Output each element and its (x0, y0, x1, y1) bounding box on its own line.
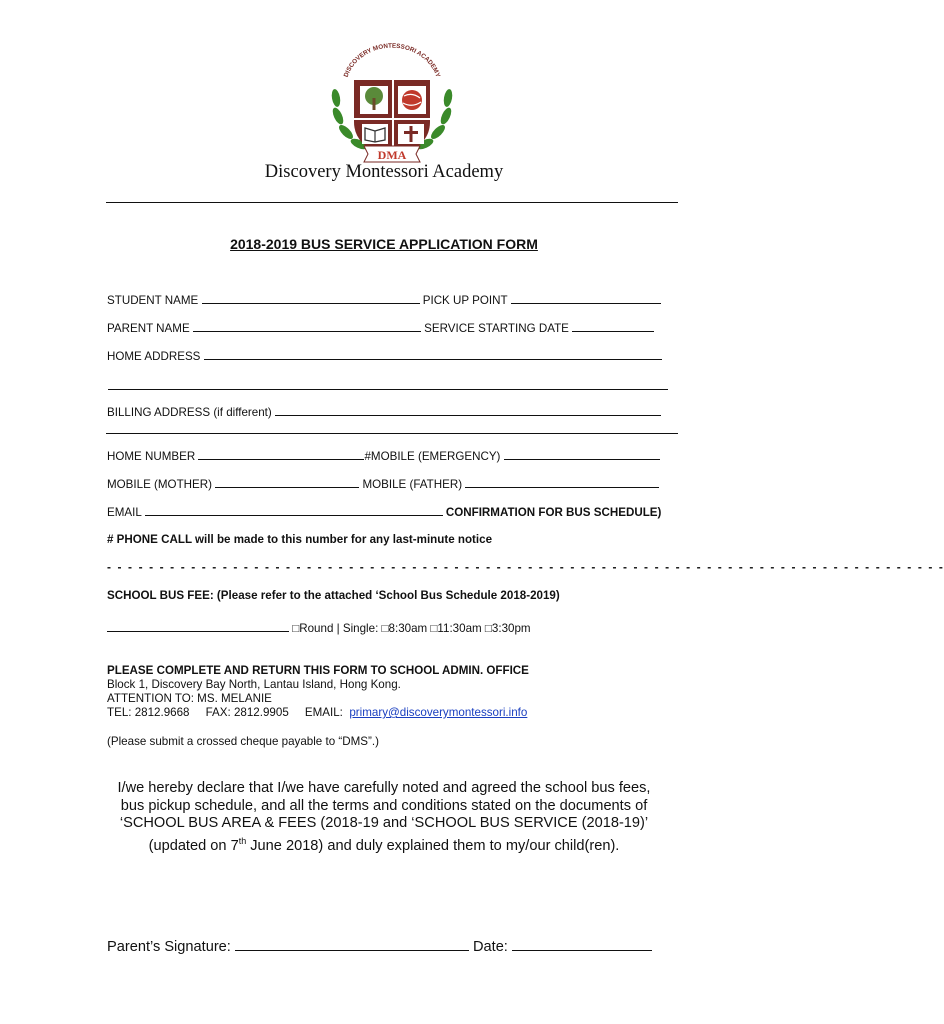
return-contact (107, 706, 667, 719)
parent-signature-field[interactable] (235, 937, 469, 951)
mobile-emergency-field[interactable] (504, 449, 660, 460)
logo-initials: DMA (377, 148, 407, 162)
return-address: Block 1, Discovery Bay North, Lantau Island, Hong Kong. (107, 678, 401, 691)
home-address-label: HOME ADDRESS (107, 350, 201, 363)
signature-row (107, 937, 652, 955)
parent-name-label: PARENT NAME (107, 322, 190, 335)
fee-options[interactable]: □Round | Single: □8:30am □11:30am □3:30pm (292, 622, 531, 635)
row-billing-address (107, 405, 667, 419)
home-number-label: HOME NUMBER (107, 450, 196, 463)
fee-amount-field[interactable] (107, 621, 289, 632)
row-home-address (107, 349, 667, 363)
parent-signature-label: Parent’s Signature: (107, 939, 231, 955)
service-starting-date-field[interactable] (572, 321, 654, 332)
header-divider (106, 202, 678, 203)
mobile-mother-field[interactable] (215, 477, 359, 488)
phone-note: # PHONE CALL will be made to this number for any last-minute notice (107, 533, 493, 546)
return-attention: ATTENTION TO: MS. MELANIE (107, 692, 272, 705)
date-label: Date: (472, 939, 508, 955)
email-link[interactable]: primary@discoverymontessori.info (349, 706, 528, 719)
declaration-line-2: bus pickup schedule, and all the terms and conditions stated on the documents of (120, 797, 648, 814)
row-email (107, 505, 667, 519)
home-address-field-line2[interactable] (108, 389, 668, 390)
email-field[interactable] (145, 505, 443, 516)
home-address-field[interactable] (204, 349, 662, 360)
mobile-emergency-label: #MOBILE (EMERGENCY) (364, 450, 501, 463)
section-divider (106, 433, 678, 434)
student-name-field[interactable] (202, 293, 420, 304)
svg-text:DISCOVERY MONTESSORI ACADEMY: DISCOVERY MONTESSORI ACADEMY (342, 42, 442, 79)
pick-up-point-label: PICK UP POINT (422, 294, 508, 307)
declaration (110, 780, 658, 855)
row-mobiles (107, 477, 667, 491)
confirmation-label: CONFIRMATION FOR BUS SCHEDULE) (445, 506, 662, 519)
pick-up-point-field[interactable] (511, 293, 661, 304)
email-label: EMAIL (107, 506, 142, 519)
cheque-note: (Please submit a crossed cheque payable to “DMS”.) (107, 735, 379, 748)
billing-address-field[interactable] (275, 405, 661, 416)
school-logo (326, 36, 458, 166)
fee-heading: SCHOOL BUS FEE: (Please refer to the attached ‘School Bus Schedule 2018-2019) (107, 589, 560, 602)
mobile-father-label: MOBILE (FATHER) (362, 478, 463, 491)
declaration-line-1: I/we hereby declare that I/we have carefully noted and agreed the school bus fees, (117, 780, 651, 796)
row-parent (107, 321, 667, 335)
row-phones (107, 449, 667, 463)
mobile-father-field[interactable] (465, 477, 659, 488)
tel-fax-text: TEL: 2812.9668 FAX: 2812.9905 EMAIL: (107, 706, 350, 719)
row-fee (107, 621, 667, 635)
billing-address-label: BILLING ADDRESS (if different) (107, 406, 272, 419)
declaration-line-4: (updated on 7th June 2018) and duly explained them to my/our child(ren). (148, 835, 620, 854)
student-name-label: STUDENT NAME (107, 294, 199, 307)
home-number-field[interactable] (198, 449, 364, 460)
mobile-mother-label: MOBILE (MOTHER) (107, 478, 212, 491)
form-title: 2018-2019 BUS SERVICE APPLICATION FORM (230, 236, 538, 252)
row-student (107, 293, 667, 307)
declaration-line-3: ‘SCHOOL BUS AREA & FEES (2018-19 and ‘SCHOOL BUS SERVICE (2018-19)’ (119, 815, 649, 831)
parent-name-field[interactable] (193, 321, 421, 332)
date-field[interactable] (512, 937, 652, 951)
return-heading: PLEASE COMPLETE AND RETURN THIS FORM TO SCHOOL ADMIN. OFFICE (107, 664, 529, 677)
school-name: Discovery Montessori Academy (264, 162, 504, 182)
dashed-divider: - - - - - - - - - - - - - - - - - - - - - - - - - - - - - - - - - - - - - - - - - - - - - - - - - - - - - - - - - - - - - - - - - - - - - - - - - - - - - - - - (107, 560, 944, 574)
service-starting-date-label: SERVICE STARTING DATE (424, 322, 569, 335)
